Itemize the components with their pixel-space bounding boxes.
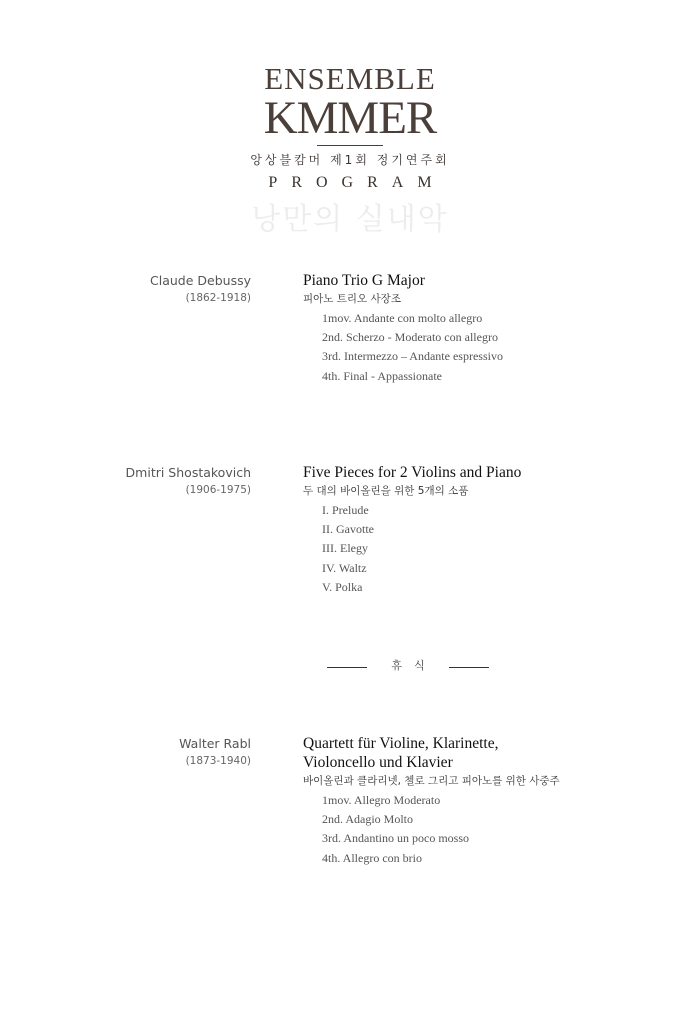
movement-list [303, 501, 683, 597]
movement-item: I. Prelude [322, 503, 369, 517]
movement-item: 3rd. Andantino un poco mosso [322, 831, 469, 846]
intermission-divider [327, 656, 489, 676]
movement-item: II. Gavotte [322, 522, 374, 537]
work-block [303, 463, 683, 597]
movement-item: IV. Waltz [322, 560, 367, 575]
movement-item: V. Polka [322, 579, 363, 594]
movement-item: 2nd. Adagio Molto [322, 812, 414, 827]
work-block [303, 271, 683, 386]
movement-item: III. Elegy [322, 541, 368, 556]
work-title-line-2: Violoncello und Klavier [303, 754, 453, 771]
composer-name: Walter Rabl [179, 736, 251, 751]
composer-block [179, 736, 251, 769]
intermission-rule-left [327, 667, 367, 668]
movement-item: 1mov. Allegro Moderato [322, 793, 441, 807]
logo-divider [317, 145, 383, 146]
composer-block [126, 465, 251, 498]
intermission-rule-right [449, 667, 489, 668]
program-header [0, 62, 700, 240]
composer-years: (1873-1940) [185, 755, 251, 767]
logo-ensemble: ENSEMBLE [264, 61, 436, 96]
movement-item: 2nd. Scherzo - Moderato con allegro [322, 330, 498, 345]
work-title-korean: 두 대의 바이올린을 위한 5개의 소품 [303, 485, 469, 497]
movement-list [303, 791, 683, 868]
work-title: Five Pieces for 2 Violins and Piano [303, 464, 522, 481]
composer-name: Dmitri Shostakovich [125, 465, 251, 480]
concert-title: 낭만의 실내악 [251, 202, 449, 237]
program-label: PROGRAM [268, 174, 446, 191]
work-title-korean: 피아노 트리오 사장조 [303, 293, 401, 305]
movement-item: 3rd. Intermezzo – Andante espressivo [322, 349, 503, 364]
composer-years: (1906-1975) [185, 484, 251, 496]
movement-item: 4th. Allegro con brio [322, 850, 422, 865]
movement-list [303, 309, 683, 386]
concert-subtitle: 앙상블캄머 제1회 정기연주회 [250, 153, 450, 167]
composer-block [150, 273, 251, 306]
composer-years: (1862-1918) [185, 292, 251, 304]
work-block [303, 734, 683, 868]
intermission-label: 휴식 [391, 659, 437, 672]
work-title-korean: 바이올린과 클라리넷, 첼로 그리고 피아노를 위한 사중주 [303, 775, 560, 787]
movement-item: 1mov. Andante con molto allegro [322, 311, 483, 325]
logo-kmmer: KMMER [263, 92, 437, 144]
work-title: Piano Trio G Major [303, 272, 425, 289]
work-title-line-1: Quartett für Violine, Klarinette, [303, 735, 499, 752]
composer-name: Claude Debussy [150, 273, 251, 288]
movement-item: 4th. Final - Appassionate [322, 368, 442, 383]
